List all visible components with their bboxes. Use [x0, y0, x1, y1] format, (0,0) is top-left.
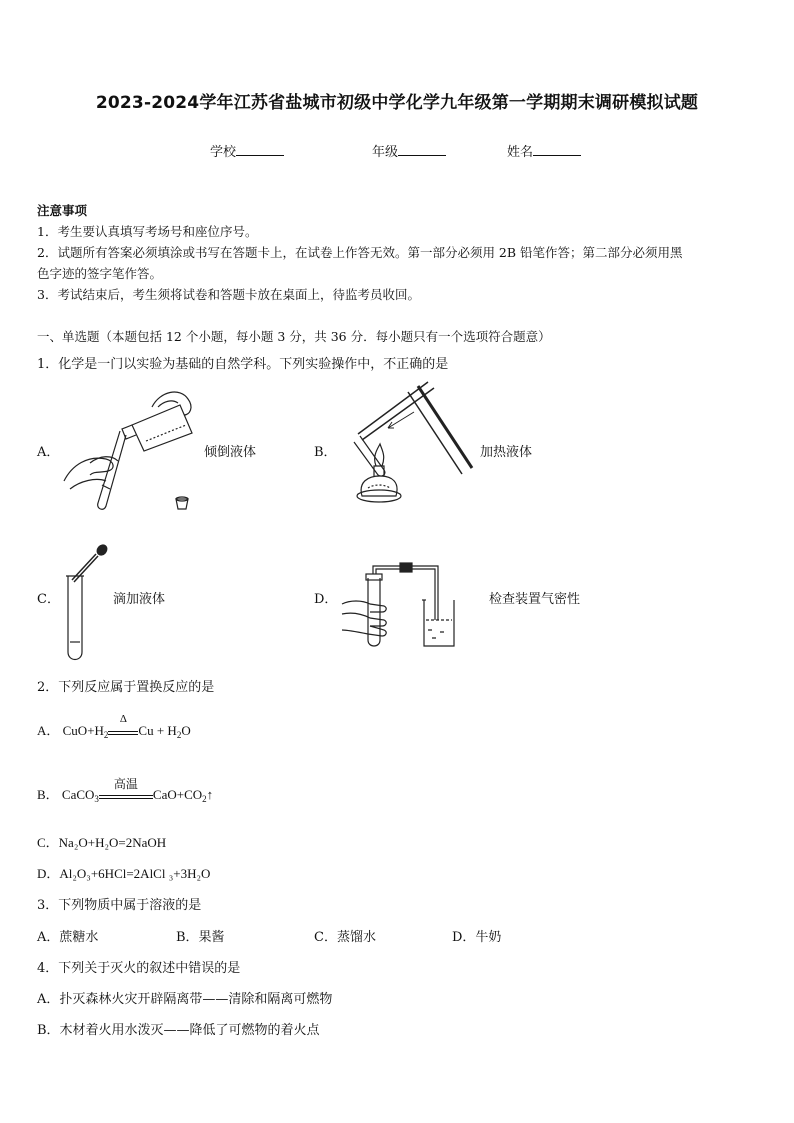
q2-b-products: CaO+CO — [152, 787, 203, 802]
notice-item: 3．考试结束后，考生须将试卷和答题卡放在桌面上，待监考员收回。 — [37, 287, 420, 302]
q2-a-condition: Δ — [119, 713, 127, 725]
notice-item: 色字迹的签字笔作答。 — [37, 266, 163, 281]
q2-option-b-letter: B． — [37, 787, 59, 802]
q2-option-a[interactable] — [37, 713, 191, 740]
notice-list — [37, 221, 762, 305]
q2-b-reactants: CaCO — [61, 787, 95, 802]
q3-option-c[interactable]: C．蒸馏水 — [314, 930, 376, 945]
question-1-stem: 1．化学是一门以实验为基础的自然学科。下列实验操作中，不正确的是 — [37, 357, 449, 372]
q2-b-sub2: 2 — [202, 794, 207, 804]
q2-option-c[interactable] — [37, 832, 166, 851]
heat-liquid-illustration — [338, 378, 478, 518]
grade-blank[interactable] — [398, 143, 446, 156]
q2-option-d[interactable] — [37, 863, 210, 882]
q4-option-b[interactable]: B．木材着火用水泼灭——降低了可燃物的着火点 — [37, 1023, 320, 1038]
question-2-stem: 2．下列反应属于置换反应的是 — [37, 680, 215, 695]
q1-option-c-text: 滴加液体 — [113, 592, 166, 607]
grade-field[interactable] — [372, 141, 446, 160]
school-field[interactable] — [210, 141, 284, 160]
pour-liquid-illustration — [60, 385, 200, 515]
dropper-illustration — [62, 540, 112, 665]
grade-label: 年级 — [372, 145, 399, 160]
q2-a-products: Cu + H — [138, 723, 177, 738]
question-3-stem: 3．下列物质中属于溶液的是 — [37, 898, 202, 913]
q2-b-condition: 高温 — [113, 777, 138, 791]
name-label: 姓名 — [507, 145, 534, 160]
q1-option-d-letter[interactable]: D． — [314, 592, 338, 607]
school-label: 学校 — [210, 145, 237, 160]
q2-option-b[interactable] — [37, 777, 214, 804]
q2-c-equation: Na₂O+H₂O=2NaOH — [58, 835, 167, 850]
q2-option-d-letter: D． — [37, 866, 60, 881]
q2-b-arrow — [99, 777, 153, 799]
q3-option-d[interactable]: D．牛奶 — [452, 930, 502, 945]
q2-b-tail: ↑ — [206, 787, 214, 802]
q2-option-c-letter: C． — [37, 835, 59, 850]
q2-a-sub1: 2 — [103, 730, 109, 740]
name-blank[interactable] — [533, 143, 581, 156]
notice-item: 1．考生要认真填写考场号和座位序号。 — [37, 224, 258, 239]
section-heading: 一、单选题（本题包括 12 个小题，每小题 3 分，共 36 分．每小题只有一个选项符合题意） — [37, 329, 551, 344]
page-title: 2023-2024学年江苏省盐城市初级中学化学九年级第一学期期末调研模拟试题 — [95, 93, 699, 113]
name-field[interactable] — [507, 141, 581, 160]
q1-option-a-text: 倾倒液体 — [204, 445, 257, 460]
q2-a-reactants: CuO+H — [62, 723, 104, 738]
q3-option-a[interactable]: A．蔗糖水 — [37, 930, 99, 945]
notice-item: 2．试题所有答案必须填涂或书写在答题卡上，在试卷上作答无效。第一部分必须用 2B 铅笔作答；第二部分必须用黑 — [37, 245, 683, 260]
q2-a-arrow — [108, 713, 138, 735]
q2-d-equation: Al₂O₃+6HCl=2AlCl ₃+3H₂O — [59, 866, 211, 881]
airtightness-illustration — [340, 560, 465, 652]
q2-a-sub2: 2 — [176, 730, 182, 740]
q4-option-a[interactable]: A．扑灭森林火灾开辟隔离带——清除和隔离可燃物 — [37, 992, 333, 1007]
q2-a-tail: O — [181, 723, 191, 738]
q3-option-b[interactable]: B．果酱 — [176, 930, 225, 945]
q1-option-b-text: 加热液体 — [480, 445, 533, 460]
q2-option-a-letter: A． — [37, 723, 60, 738]
q1-option-c-letter[interactable]: C． — [37, 592, 60, 607]
q1-option-b-letter[interactable]: B． — [314, 445, 337, 460]
notice-heading: 注意事项 — [37, 203, 88, 218]
q2-b-sub1: 3 — [94, 794, 99, 804]
question-4-stem: 4．下列关于灭火的叙述中错误的是 — [37, 961, 241, 976]
school-blank[interactable] — [236, 143, 284, 156]
q1-option-a-letter[interactable]: A． — [37, 445, 60, 460]
q1-option-d-text: 检查装置气密性 — [489, 592, 581, 607]
